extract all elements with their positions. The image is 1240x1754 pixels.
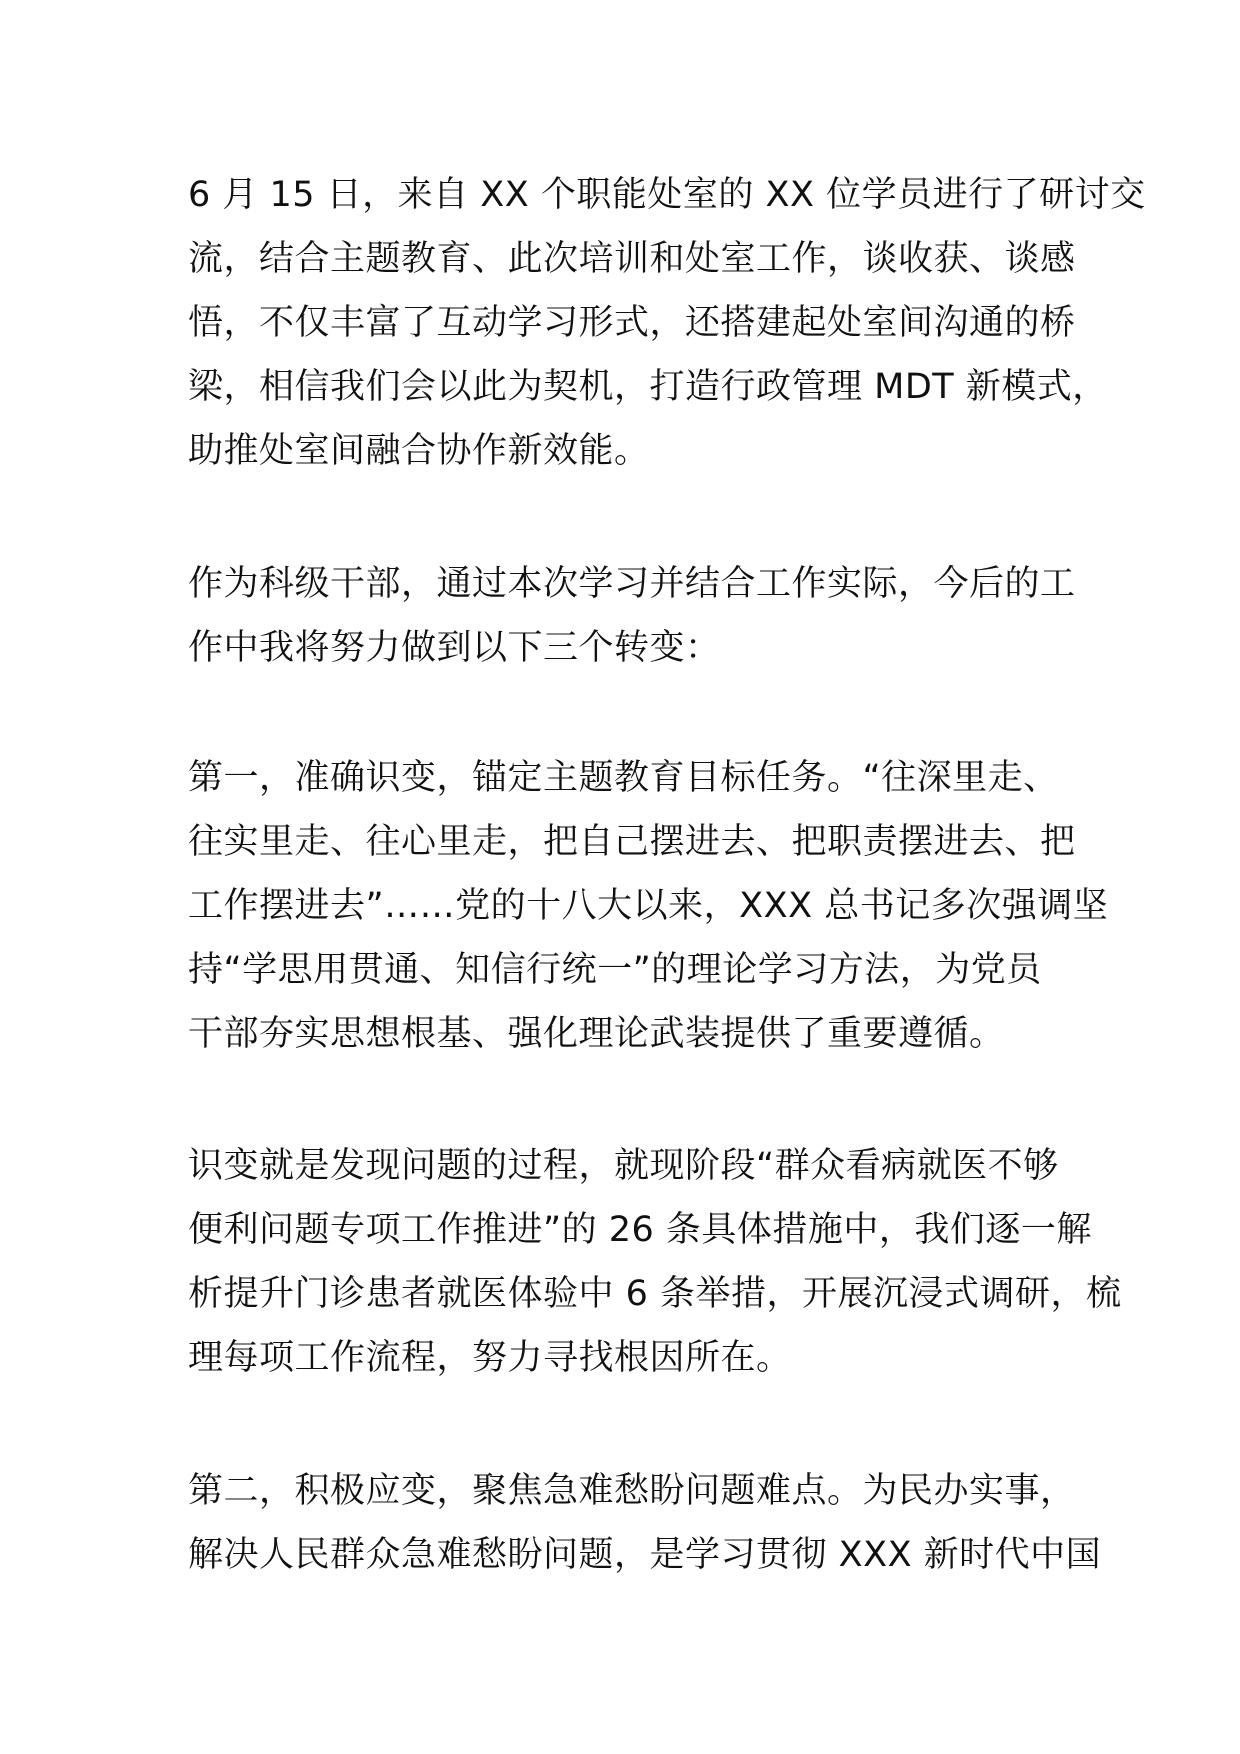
paragraph-line: 解决人民群众急难愁盼问题，是学习贯彻 XXX 新时代中国	[188, 1535, 1102, 1575]
paragraph-line: 识变就是发现问题的过程，就现阶段“群众看病就医不够	[188, 1146, 1059, 1186]
paragraph-line: 作中我将努力做到以下三个转变：	[188, 628, 721, 668]
paragraph-line: 析提升门诊患者就医体验中 6 条举措，开展沉浸式调研，梳	[188, 1274, 1122, 1314]
paragraph-1	[188, 163, 1146, 483]
paragraph-line: 便利问题专项工作推进”的 26 条具体措施中，我们逐一解	[188, 1210, 1092, 1250]
paragraph-line: 悟，不仅丰富了互动学习形式，还搭建起处室间沟通的桥	[188, 303, 1076, 343]
paragraph-line: 第一，准确识变，锚定主题教育目标任务。“往深里走、	[188, 758, 1059, 798]
paragraph-line: 梁，相信我们会以此为契机，打造行政管理 MDT 新模式，	[188, 367, 1108, 407]
paragraph-line: 6 月 15 日，来自 XX 个职能处室的 XX 位学员进行了研讨交	[188, 175, 1146, 215]
paragraph-line: 干部夯实思想根基、强化理论武装提供了重要遵循。	[188, 1014, 1005, 1054]
paragraph-line: 作为科级干部，通过本次学习并结合工作实际，今后的工	[188, 564, 1076, 604]
paragraph-line: 工作摆进去”……党的十八大以来，XXX 总书记多次强调坚	[188, 886, 1109, 926]
paragraph-line: 第二，积极应变，聚焦急难愁盼问题难点。为民办实事，	[188, 1471, 1076, 1511]
paragraph-line: 持“学思用贯通、知信行统一”的理论学习方法，为党员	[188, 950, 1042, 990]
paragraph-line: 助推处室间融合协作新效能。	[188, 431, 650, 471]
paragraph-4	[188, 1134, 1122, 1390]
paragraph-line: 理每项工作流程，努力寻找根因所在。	[188, 1338, 792, 1378]
paragraph-5	[188, 1459, 1102, 1587]
paragraph-3	[188, 746, 1109, 1066]
paragraph-2	[188, 552, 1076, 680]
paragraph-line: 流，结合主题教育、此次培训和处室工作，谈收获、谈感	[188, 239, 1076, 279]
paragraph-line: 往实里走、往心里走，把自己摆进去、把职责摆进去、把	[188, 822, 1076, 862]
